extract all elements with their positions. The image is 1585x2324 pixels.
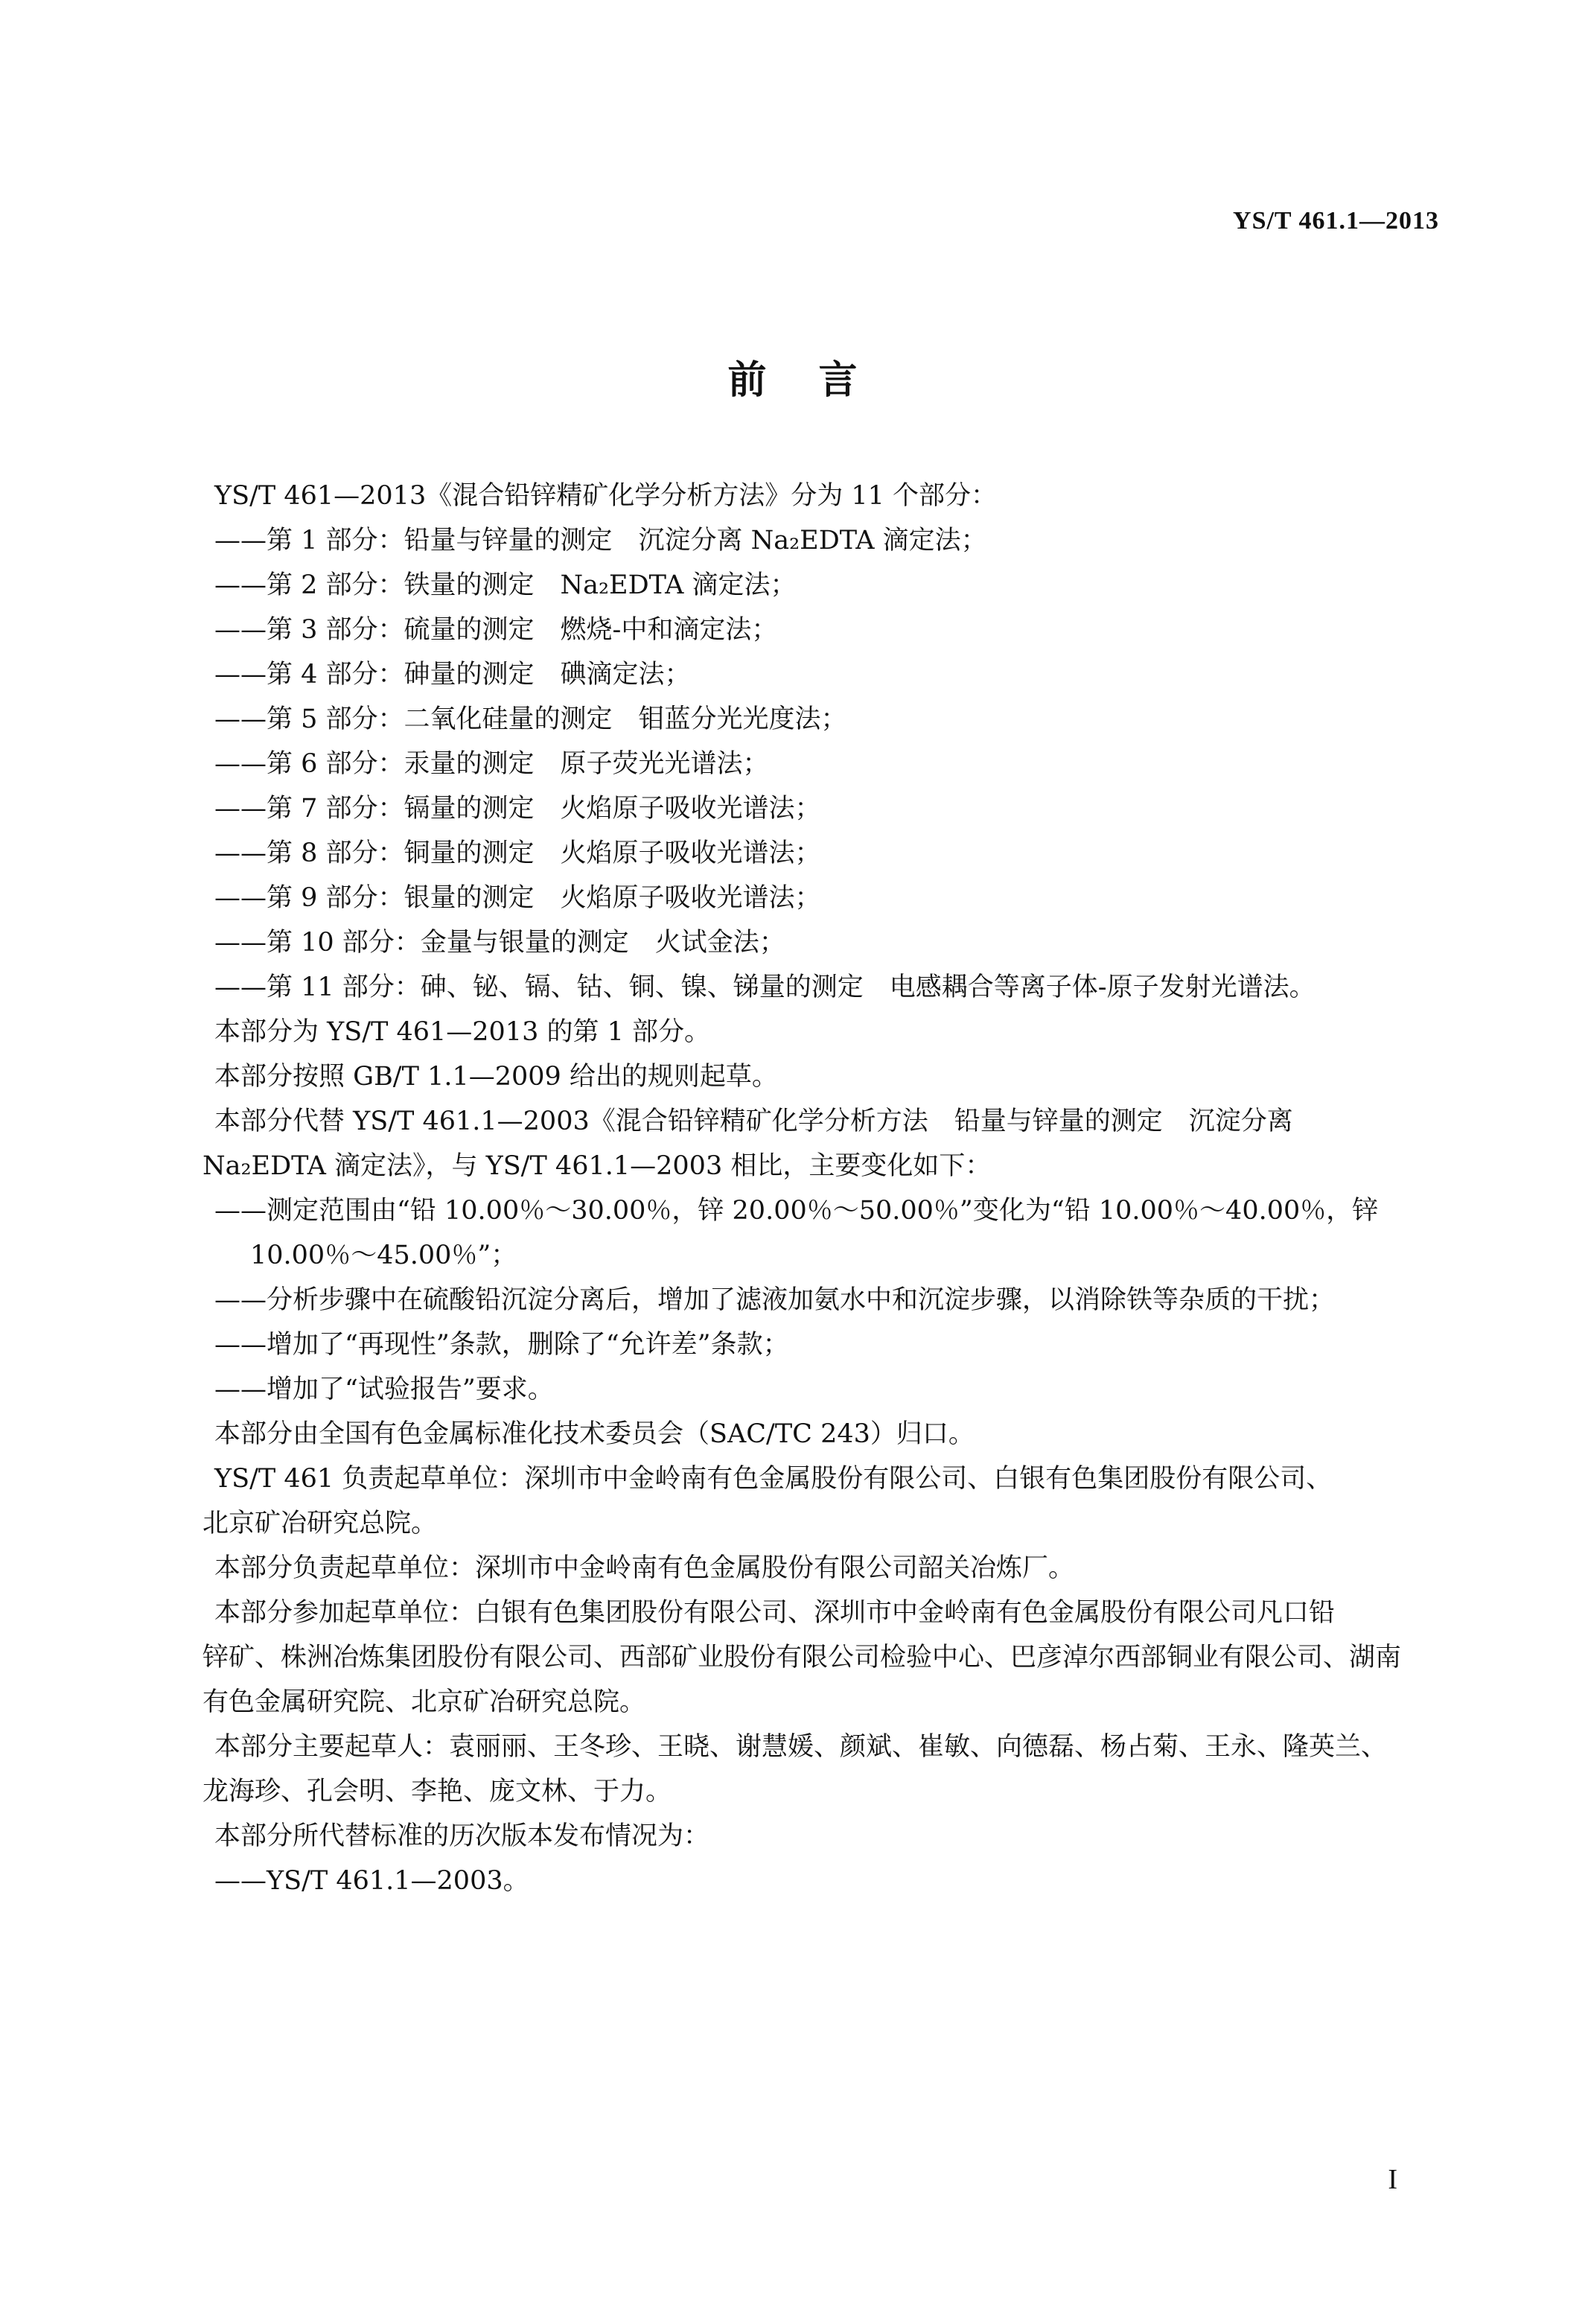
list-item: ——第 11 部分：砷、铋、镉、钴、铜、镍、锑量的测定 电感耦合等离子体-原子发射光谱法。 <box>214 972 1315 1002</box>
list-item: ——第 2 部分：铁量的测定 Na₂EDTA 滴定法； <box>214 570 797 600</box>
drafters-line-1: 本部分主要起草人：袁丽丽、王冬珍、王晓、谢慧媛、颜斌、崔敏、向德磊、杨占菊、王永、隆英兰、 <box>214 1732 1388 1762</box>
standard-code: YS/T 461.1—2013 <box>1233 207 1439 235</box>
list-item: ——第 5 部分：二氧化硅量的测定 钼蓝分光光度法； <box>214 704 847 734</box>
replaces-paragraph-line-1: 本部分代替 YS/T 461.1—2003《混合铅锌精矿化学分析方法 铅量与锌量的测定 沉淀分离 <box>214 1107 1293 1136</box>
participants-line-2: 锌矿、株洲冶炼集团股份有限公司、西部矿业股份有限公司检验中心、巴彦淖尔西部铜业有限公司、湖南 <box>202 1643 1402 1672</box>
list-item: ——第 4 部分：砷量的测定 碘滴定法； <box>214 660 691 690</box>
participants-line-3: 有色金属研究院、北京矿冶研究总院。 <box>202 1687 646 1717</box>
list-item: ——第 3 部分：硫量的测定 燃烧-中和滴定法； <box>214 615 778 645</box>
change-item-line-1: ——分析步骤中在硫酸铅沉淀分离后，增加了滤液加氨水中和沉淀步骤，以消除铁等杂质的干扰； <box>214 1285 1336 1315</box>
list-item: ——第 1 部分：铅量与锌量的测定 沉淀分离 Na₂EDTA 滴定法； <box>214 526 987 555</box>
history-item: ——YS/T 461.1—2003。 <box>214 1866 529 1896</box>
part-of-paragraph: 本部分为 YS/T 461—2013 的第 1 部分。 <box>214 1017 710 1047</box>
list-item: ——第 10 部分：金量与银量的测定 火试金法； <box>214 928 785 958</box>
lead-unit-paragraph: 本部分负责起草单位：深圳市中金岭南有色金属股份有限公司韶关冶炼厂。 <box>214 1553 1075 1583</box>
foreword-body <box>202 474 1438 1903</box>
replaces-paragraph-line-2: Na₂EDTA 滴定法》，与 YS/T 461.1—2003 相比，主要变化如下： <box>202 1151 992 1181</box>
list-item: ——第 8 部分：铜量的测定 火焰原子吸收光谱法； <box>214 838 821 868</box>
page-title: 前言 <box>727 358 910 403</box>
committee-paragraph: 本部分由全国有色金属标准化技术委员会（SAC/TC 243）归口。 <box>214 1419 975 1449</box>
history-paragraph: 本部分所代替标准的历次版本发布情况为： <box>214 1821 710 1851</box>
list-item: ——第 6 部分：汞量的测定 原子荧光光谱法； <box>214 749 769 779</box>
ys-units-line-2: 北京矿冶研究总院。 <box>202 1509 438 1538</box>
participants-line-1: 本部分参加起草单位：白银有色集团股份有限公司、深圳市中金岭南有色金属股份有限公司凡口铅 <box>214 1598 1336 1628</box>
drafting-rules-paragraph: 本部分按照 GB/T 1.1—2009 给出的规则起草。 <box>214 1062 778 1092</box>
change-item-line-2: 10.00％～45.00％”； <box>250 1241 517 1270</box>
change-item-line-1: ——增加了“试验报告”要求。 <box>214 1375 554 1404</box>
changes-list <box>202 1188 1438 1412</box>
ys-units-line-1: YS/T 461 负责起草单位：深圳市中金岭南有色金属股份有限公司、白银有色集团股份有限公司、 <box>214 1464 1333 1494</box>
list-item: ——第 9 部分：银量的测定 火焰原子吸收光谱法； <box>214 883 821 913</box>
change-item-line-1: ——测定范围由“铅 10.00％～30.00％，锌 20.00％～50.00％”变化为“铅 10.00％～40.00％，锌 <box>214 1196 1379 1226</box>
change-item-line-1: ——增加了“再现性”条款，删除了“允许差”条款； <box>214 1330 789 1360</box>
parts-list <box>202 518 1438 1010</box>
intro-paragraph: YS/T 461—2013《混合铅锌精矿化学分析方法》分为 11 个部分： <box>214 481 998 511</box>
page-number: I <box>1388 2164 1397 2195</box>
drafters-line-2: 龙海珍、孔会明、李艳、庞文林、于力。 <box>202 1777 672 1806</box>
list-item: ——第 7 部分：镉量的测定 火焰原子吸收光谱法； <box>214 794 821 824</box>
